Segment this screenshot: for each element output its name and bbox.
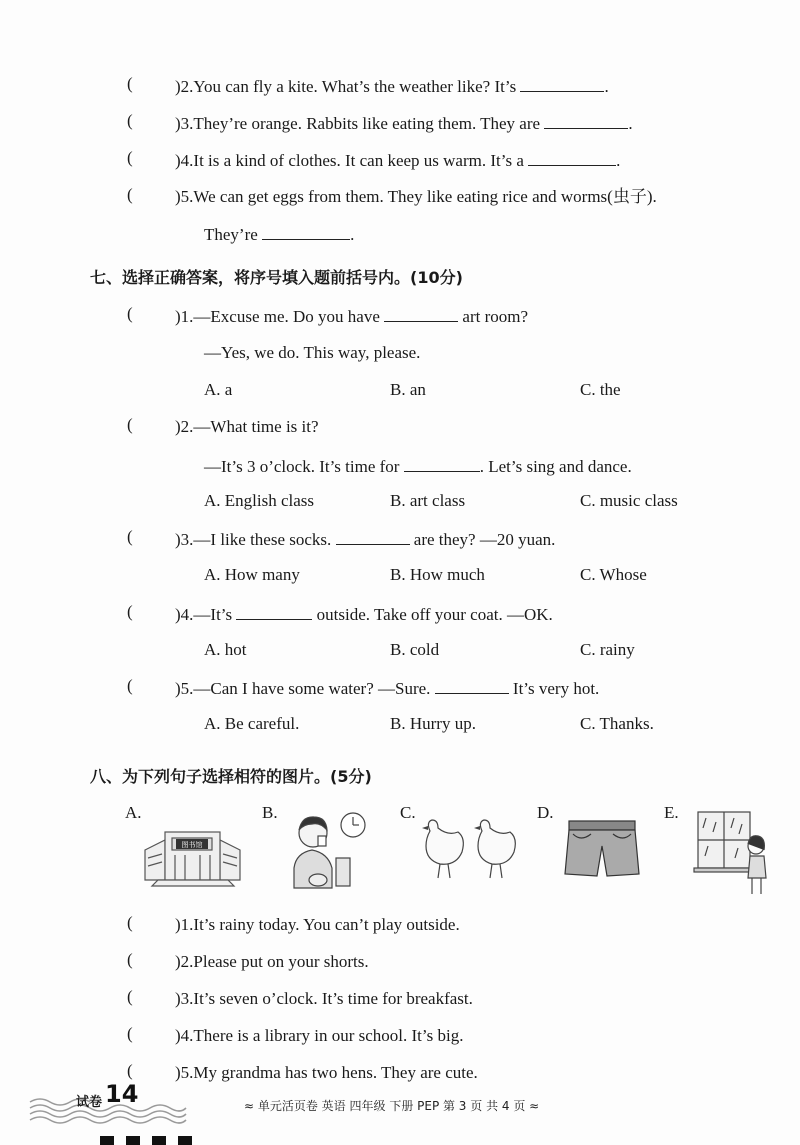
svg-text:图书馆: 图书馆 [181, 841, 203, 849]
answer-paren[interactable]: ( [127, 527, 133, 546]
answer-blank[interactable] [520, 75, 604, 92]
section7-title: 七、选择正确答案，将序号填入题前括号内。(10分) [90, 268, 463, 287]
picture-label-e: E. [664, 803, 679, 822]
worksheet-page: ( )2.You can fly a kite. What’s the weather like? It’s . ( )3.They’re orange. Rabbits like eating them. They are . ( )4.It is a kind of clothes. It can keep us warm. It’s a . ( )5.We can get eggs from them. They like eating rice and worms(虫子). They’re . 七、选择正确答案，将序号填入题前括号内。(10分) ( )1.—Excuse me. Do you have art room? —Yes, we do. This way, please. A. a B. an C. the ( )2.—What time is it? —It’s 3 o’clock. It’s time for . Let’s sing and dance. A. English class B. art class C. music class ( )3.—I like these socks. are they? —20 yuan. A. How many B. How much C. Whose ( )4.—It’s outside. Take off your coat. —OK. A. hot B. cold C. rainy ( )5.—Can I have some water? —Sure. It’s very hot. A. Be careful. B. Hurry up. C. Thanks. 八、为下列句子选择相符的图片。(5分) A. B. C. D. E. 图书馆 ( )1.It’s rainy today. You can’t play outside. ( )2.Please put on your shorts. ( )3.It’s seven o’clock. It’s time for breakfast. ( )4.There is a library in our school. It’s big. ( )5.My grandma has two hens. They are cute. 试卷 14 ≈ 单元活页卷 英语 四年级 下册 PEP 第 3 页 共 4 页 ≈ [0, 0, 800, 1145]
option-a[interactable]: A. English class [204, 491, 315, 510]
picture-label-b: B. [262, 803, 278, 822]
answer-paren[interactable]: ( [127, 602, 133, 621]
option-b[interactable]: B. an [390, 380, 426, 399]
footer-info: ≈ 单元活页卷 英语 四年级 下册 PEP 第 3 页 共 4 页 ≈ [244, 1099, 540, 1113]
question-text: It is a kind of clothes. It can keep us warm. It’s a [193, 151, 529, 170]
answer-blank[interactable] [384, 305, 458, 322]
answer-paren[interactable]: ( [127, 148, 133, 167]
section8-title: 八、为下列句子选择相符的图片。(5分) [90, 767, 372, 786]
option-a[interactable]: A. Be careful. [204, 714, 300, 733]
option-a[interactable]: A. How many [204, 565, 300, 584]
answer-paren[interactable]: ( [127, 304, 133, 323]
option-b[interactable]: B. How much [390, 565, 485, 584]
breakfast-boy-icon [288, 808, 368, 890]
option-c[interactable]: C. the [580, 380, 621, 399]
answer-blank[interactable] [544, 112, 628, 129]
answer-paren[interactable]: ( [127, 1024, 133, 1043]
answer-blank[interactable] [236, 603, 312, 620]
answer-paren[interactable]: ( [127, 74, 133, 93]
option-c[interactable]: C. music class [580, 491, 678, 510]
answer-blank[interactable] [404, 455, 480, 472]
option-b[interactable]: B. art class [390, 491, 466, 510]
answer-blank[interactable] [435, 677, 509, 694]
option-c[interactable]: C. rainy [580, 640, 635, 659]
question-text: We can get eggs from them. They like eating rice and worms(虫子). [193, 187, 657, 206]
picture-label-c: C. [400, 803, 416, 822]
footer-label: 试卷 [76, 1095, 103, 1110]
option-b[interactable]: B. Hurry up. [390, 714, 476, 733]
answer-blank[interactable] [528, 149, 616, 166]
answer-paren[interactable]: ( [127, 111, 133, 130]
answer-paren[interactable]: ( [127, 415, 133, 434]
answer-paren[interactable]: ( [127, 1061, 133, 1080]
hens-icon [418, 816, 526, 884]
option-a[interactable]: A. a [204, 380, 233, 399]
question-text: You can fly a kite. What’s the weather like? It’s [193, 77, 521, 96]
library-icon [140, 810, 245, 888]
picture-label-d: D. [537, 803, 554, 822]
option-c[interactable]: C. Whose [580, 565, 647, 584]
answer-blank[interactable] [336, 528, 410, 545]
answer-paren[interactable]: ( [127, 987, 133, 1006]
question-text: They’re orange. Rabbits like eating them. They are [193, 114, 545, 133]
shorts-icon [563, 818, 641, 880]
answer-paren[interactable]: ( [127, 185, 133, 204]
answer-paren[interactable]: ( [127, 676, 133, 695]
rainy-window-icon [690, 810, 770, 896]
option-c[interactable]: C. Thanks. [580, 714, 654, 733]
option-a[interactable]: A. hot [204, 640, 247, 659]
answer-paren[interactable]: ( [127, 913, 133, 932]
answer-paren[interactable]: ( [127, 950, 133, 969]
option-b[interactable]: B. cold [390, 640, 440, 659]
picture-label-a: A. [125, 803, 142, 822]
footer-page-number: 14 [105, 1080, 139, 1108]
answer-blank[interactable] [262, 223, 350, 240]
